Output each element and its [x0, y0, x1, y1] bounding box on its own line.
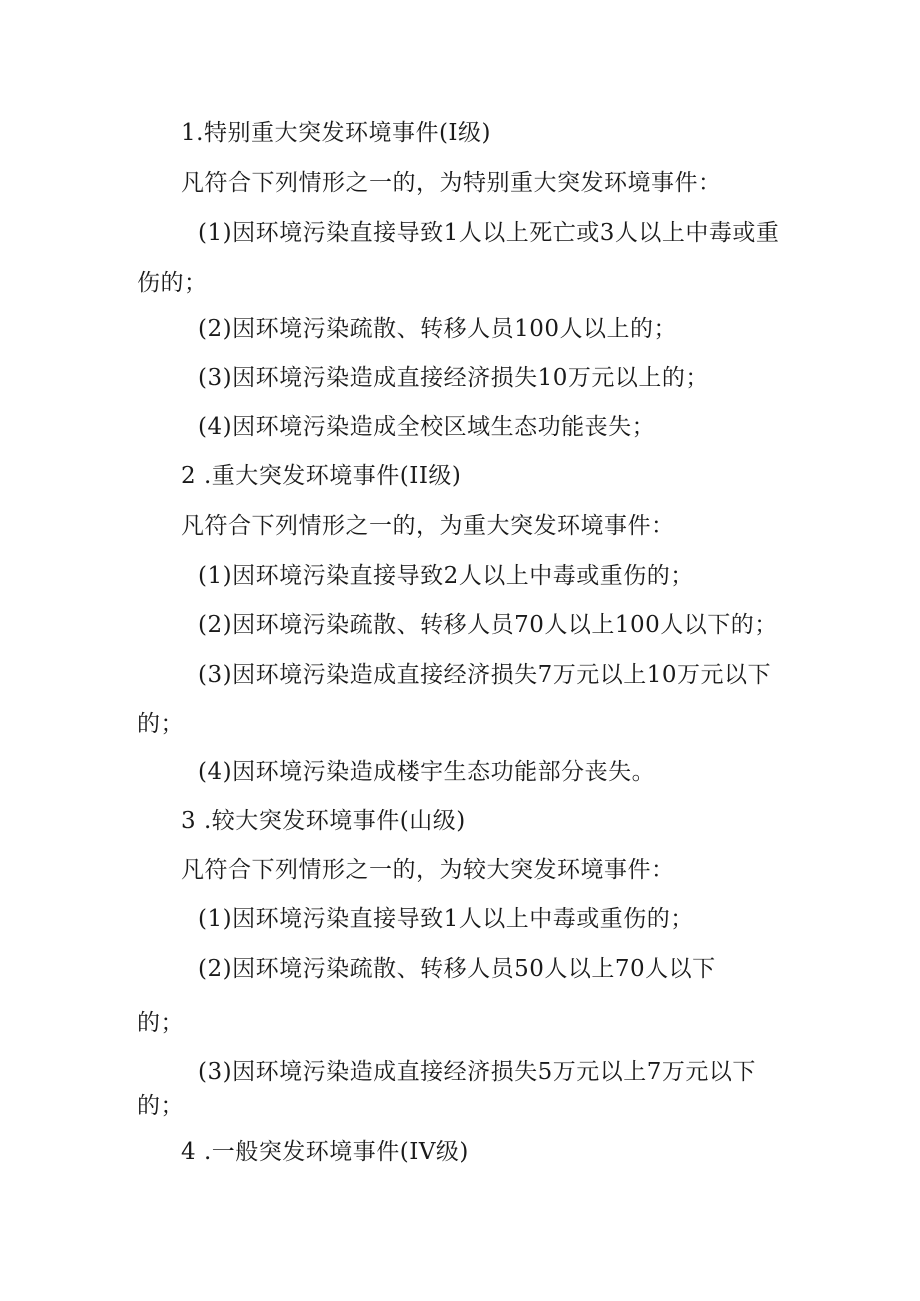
criteria-item: (3)因环境污染造成直接经济损失7万元以上10万元以下	[198, 662, 771, 688]
criteria-item: (3)因环境污染造成直接经济损失5万元以上7万元以下	[198, 1059, 756, 1085]
section-heading-level-2: 2 .重大突发环境事件(II级)	[181, 463, 462, 489]
section-heading-level-4: 4 .一般突发环境事件(IV级)	[181, 1139, 469, 1165]
criteria-item-continued: 的；	[137, 711, 184, 737]
criteria-item: (3)因环境污染造成直接经济损失10万元以上的；	[198, 365, 709, 391]
section-intro: 凡符合下列情形之一的，为较大突发环境事件：	[181, 857, 675, 883]
criteria-item: (1)因环境污染直接导致1人以上死亡或3人以上中毒或重	[198, 220, 780, 246]
section-intro: 凡符合下列情形之一的，为重大突发环境事件：	[181, 513, 675, 539]
criteria-item: (1)因环境污染直接导致1人以上中毒或重伤的；	[198, 906, 694, 932]
section-intro: 凡符合下列情形之一的，为特别重大突发环境事件：	[181, 170, 722, 196]
criteria-item-continued: 的；	[137, 1010, 184, 1036]
criteria-item: (2)因环境污染疏散、转移人员100人以上的；	[198, 316, 677, 342]
criteria-item: (2)因环境污染疏散、转移人员50人以上70人以下	[198, 956, 716, 982]
criteria-item-continued: 伤的；	[137, 270, 208, 296]
criteria-item: (4)因环境污染造成楼宇生态功能部分丧失。	[198, 759, 656, 785]
criteria-item-continued: 的；	[137, 1093, 184, 1119]
section-heading-level-1: 1.特别重大突发环境事件(I级)	[181, 120, 491, 146]
criteria-item: (4)因环境污染造成全校区域生态功能丧失；	[198, 414, 656, 440]
criteria-item: (2)因环境污染疏散、转移人员70人以上100人以下的；	[198, 612, 778, 638]
criteria-item: (1)因环境污染直接导致2人以上中毒或重伤的；	[198, 563, 694, 589]
section-heading-level-3: 3 .较大突发环境事件(山级)	[181, 808, 466, 834]
